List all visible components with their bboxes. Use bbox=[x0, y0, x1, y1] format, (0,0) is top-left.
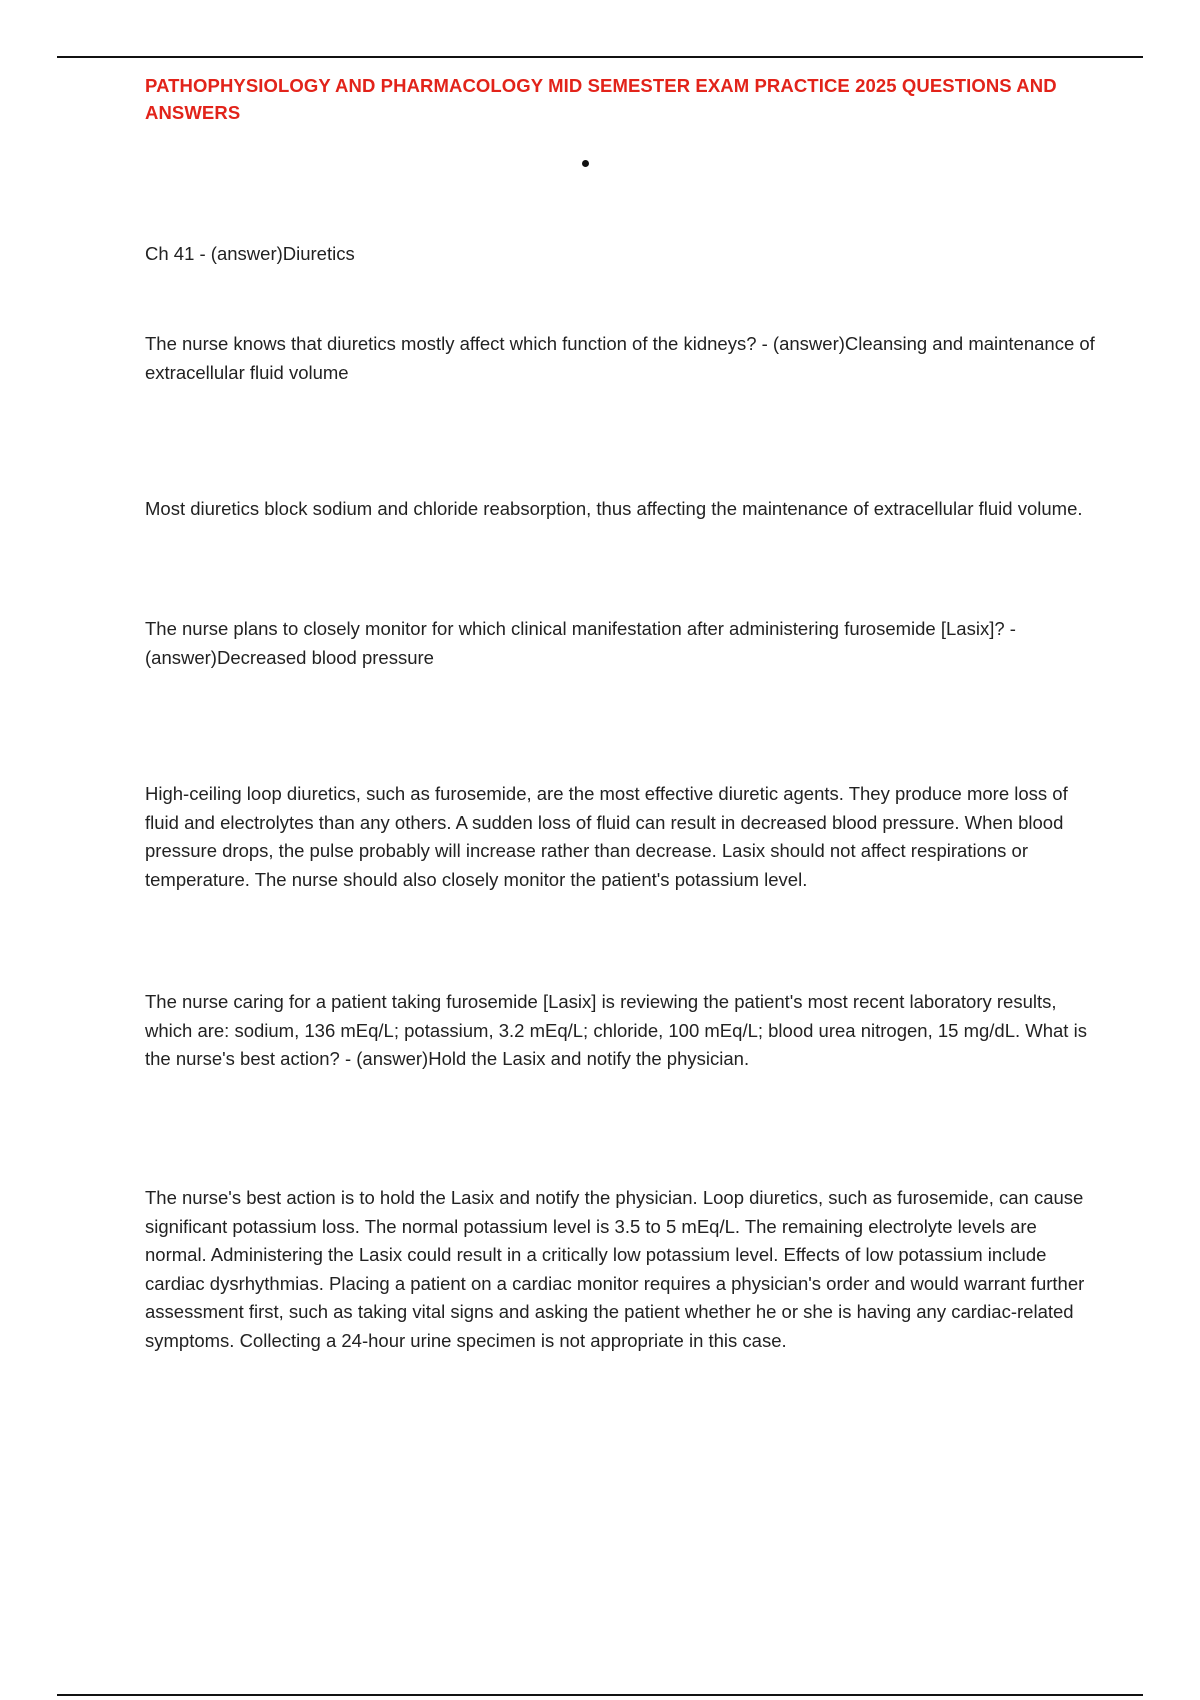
question-1: The nurse knows that diuretics mostly affect which function of the kidneys? - (answer)Cleansing and maintenance of extracellular fluid volume bbox=[145, 333, 1095, 383]
bottom-divider bbox=[57, 1694, 1143, 1696]
question-2: The nurse plans to closely monitor for which clinical manifestation after administering furosemide [Lasix]? - (answer)Decreased blood pressure bbox=[145, 618, 1016, 668]
document-title: PATHOPHYSIOLOGY AND PHARMACOLOGY MID SEMESTER EXAM PRACTICE 2025 QUESTIONS AND ANSWERS bbox=[145, 75, 1057, 123]
rationale-1: Most diuretics block sodium and chloride reabsorption, thus affecting the maintenance of extracellular fluid volume. bbox=[145, 498, 1083, 519]
top-divider bbox=[57, 56, 1143, 58]
bullet-dot bbox=[582, 160, 589, 167]
rationale-2: High-ceiling loop diuretics, such as furosemide, are the most effective diuretic agents. They produce more loss of fluid and electrolytes than any others. A sudden loss of fluid can result in decreased blood pressure. When blood pressure drops, the pulse probably will increase rather than decrease. Lasix should not affect respirations or temperature. The nurse should also closely monitor the patient's potassium level. bbox=[145, 783, 1068, 890]
chapter-heading: Ch 41 - (answer)Diuretics bbox=[145, 243, 355, 264]
question-3: The nurse caring for a patient taking furosemide [Lasix] is reviewing the patient's most recent laboratory results, which are: sodium, 136 mEq/L; potassium, 3.2 mEq/L; chloride, 100 mEq/L; blood urea nitrogen, 15 mg/dL. What is the nurse's best action? - (answer)Hold the Lasix and notify the physician. bbox=[145, 991, 1087, 1069]
document-header bbox=[145, 72, 1095, 126]
rationale-3: The nurse's best action is to hold the Lasix and notify the physician. Loop diuretics, such as furosemide, can cause significant potassium loss. The normal potassium level is 3.5 to 5 mEq/L. The remaining electrolyte levels are normal. Administering the Lasix could result in a critically low potassium level. Effects of low potassium include cardiac dysrhythmias. Placing a patient on a cardiac monitor requires a physician's order and would warrant further assessment first, such as taking vital signs and asking the patient whether he or she is having any cardiac-related symptoms. Collecting a 24-hour urine specimen is not appropriate in this case. bbox=[145, 1187, 1085, 1351]
